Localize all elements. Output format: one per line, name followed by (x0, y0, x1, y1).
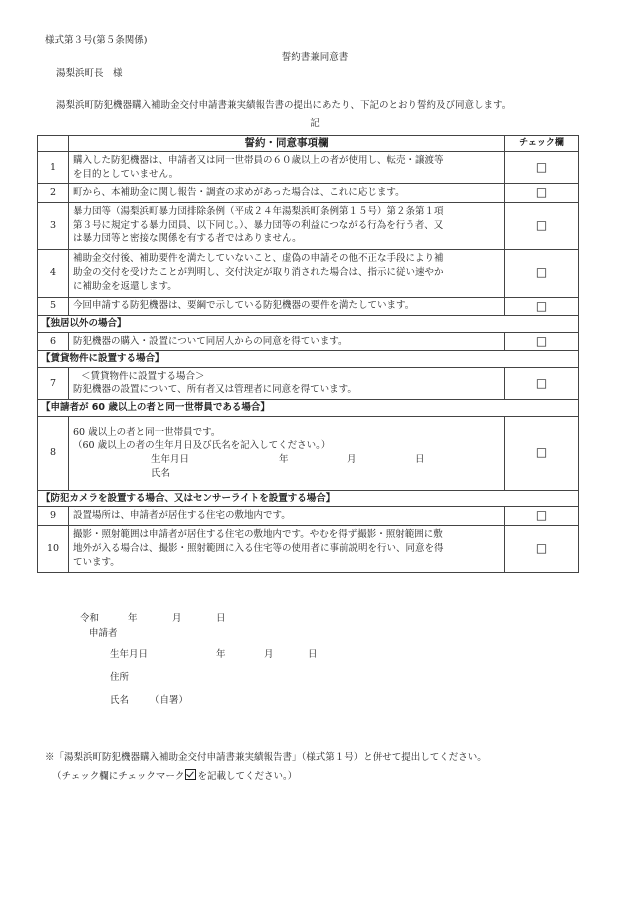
checkbox-5[interactable]: □ (505, 297, 579, 315)
row-number: 7 (38, 367, 69, 399)
checkbox-10[interactable]: □ (505, 525, 579, 572)
checkbox-7[interactable]: □ (505, 367, 579, 399)
section-row (38, 316, 579, 333)
checkbox-1[interactable]: □ (505, 152, 579, 184)
row-number: 5 (38, 297, 69, 315)
check-column-header: チェック欄 (505, 136, 579, 152)
applicant-dob-label: 生年月日 (110, 649, 149, 660)
table-row (38, 202, 579, 249)
pledge-line: は暴力団等と密接な関係を有する者ではありません。 (73, 233, 302, 245)
preamble-text: 湯梨浜町防犯機器購入補助金交付申請書兼実績報告書の提出にあたり、下記のとおり誓約及び同意します。 (56, 100, 512, 111)
section-header-rental: 【賃貸物件に設置する場合】 (38, 351, 579, 368)
row-number: 6 (38, 332, 69, 350)
pledge-line: 防犯機器の設置について、所有者又は管理者に同意を得ています。 (73, 384, 357, 396)
checkbox-4[interactable]: □ (505, 249, 579, 297)
pledge-text (69, 152, 505, 184)
elderly-name-label: 氏名 (151, 467, 171, 479)
section-row (38, 399, 579, 416)
section-header-camera: 【防犯カメラを設置する場合、又はセンサーライトを設置する場合】 (38, 490, 579, 507)
pledge-text (69, 249, 505, 297)
row-number: 8 (38, 416, 69, 490)
pledge-line: 第３号に規定する暴力団員、以下同じ。）、暴力団等の利益につながる行為を行う者、又 (73, 219, 444, 231)
pledge-text (69, 525, 505, 572)
signature-note: （自署） (150, 695, 189, 706)
table-row (38, 525, 579, 572)
row-number: 2 (38, 184, 69, 202)
pledge-line: を目的としていません。 (73, 168, 179, 180)
table-row (38, 249, 579, 297)
table-row (38, 332, 579, 350)
table-row (38, 416, 579, 490)
date-year: 年 (128, 613, 138, 624)
elderly-dob-label: 生年月日 (151, 454, 190, 466)
table-row (38, 507, 579, 525)
checkbox-3[interactable]: □ (505, 202, 579, 249)
row-number: 1 (38, 152, 69, 184)
pledge-text (69, 416, 505, 490)
section-row (38, 351, 579, 368)
header-blank-cell (38, 136, 69, 152)
applicant-dob-year: 年 (216, 649, 226, 660)
pledge-text (69, 367, 505, 399)
pledge-text (69, 202, 505, 249)
elderly-dob-month: 月 (347, 454, 357, 466)
pledge-line: ています。 (73, 556, 120, 568)
applicant-label: 申請者 (89, 628, 118, 639)
table-header-row (38, 136, 579, 152)
pledge-line: 助金の交付を受けたことが判明し、交付決定が取り消された場合は、指示に従い速やか (73, 267, 444, 279)
checkmark-note-after: を記載してください。） (197, 771, 298, 782)
applicant-block (80, 612, 318, 715)
section-header-not-alone: 【独居以外の場合】 (38, 316, 579, 333)
table-row (38, 184, 579, 202)
checkmark-icon (185, 769, 196, 780)
addressee: 湯梨浜町長 様 (56, 68, 123, 79)
pledge-line: 暴力団等（湯梨浜町暴力団排除条例（平成２４年湯梨浜町条例第１５号）第２条第１項 (73, 205, 444, 217)
row-number: 9 (38, 507, 69, 525)
pledge-line: ＜賃貸物件に設置する場合＞ (81, 370, 205, 382)
checkbox-6[interactable]: □ (505, 332, 579, 350)
elderly-dob-year: 年 (279, 454, 289, 466)
form-number: 様式第３号(第５条関係) (45, 35, 148, 46)
applicant-dob-line (80, 648, 318, 669)
pledge-line: 撮影・照射範囲は申請者が居住する住宅の敷地内です。やむを得ず撮影・照射範囲に敷 (73, 529, 443, 541)
pledge-text (69, 297, 505, 315)
date-day: 日 (216, 613, 226, 624)
checkmark-note (52, 769, 297, 784)
pledge-text (69, 184, 505, 202)
applicant-name-label: 氏名 (110, 695, 130, 706)
pledge-table (37, 135, 579, 573)
pledge-line: 補助金交付後、補助要件を満たしていないこと、虚偽の申請その他不正な手段により補 (73, 253, 444, 265)
pledge-line: 町から、本補助金に関し報告・調査の求めがあった場合は、これに応じます。 (73, 187, 405, 199)
ki-heading: 記 (310, 118, 320, 129)
checkbox-8[interactable]: □ (505, 416, 579, 490)
pledge-line: 購入した防犯機器は、申請者又は同一世帯員の６０歳以上の者が使用し、転売・譲渡等 (73, 154, 444, 166)
checkbox-9[interactable]: □ (505, 507, 579, 525)
era-label: 令和 (80, 613, 100, 624)
applicant-address-label: 住所 (110, 672, 130, 683)
row-number: 4 (38, 249, 69, 297)
pledge-line: に補助金を返還します。 (73, 280, 177, 292)
section-row (38, 490, 579, 507)
table-row (38, 152, 579, 184)
applicant-name-line (80, 694, 318, 715)
table-row (38, 367, 579, 399)
section-header-elderly: 【申請者が 60 歳以上の者と同一世帯員である場合】 (38, 399, 579, 416)
pledge-line: 今回申請する防犯機器は、要綱で示している防犯機器の要件を満たしています。 (73, 300, 415, 312)
elderly-dob-line (73, 453, 500, 467)
document-title: 誓約書兼同意書 (281, 52, 349, 63)
date-month: 月 (172, 613, 182, 624)
checkmark-note-before: （チェック欄にチェックマーク (52, 771, 185, 782)
elderly-dob-day: 日 (415, 454, 425, 466)
pledge-line: （60 歳以上の者の生年月日及び氏名を記入してください。） (73, 440, 331, 452)
applicant-dob-month: 月 (264, 649, 274, 660)
pledge-line: 地外が入る場合は、撮影・照射範囲に入る住宅等の使用者に事前説明を行い、同意を得 (73, 542, 444, 554)
checkbox-2[interactable]: □ (505, 184, 579, 202)
applicant-dob-day: 日 (308, 649, 318, 660)
pledge-text: 防犯機器の購入・設置について同居人からの同意を得ています。 (69, 332, 505, 350)
row-number: 10 (38, 525, 69, 572)
table-row (38, 297, 579, 315)
pledge-column-header: 誓約・同意事項欄 (69, 136, 505, 152)
pledge-text: 設置場所は、申請者が居住する住宅の敷地内です。 (69, 507, 505, 525)
pledge-line: 60 歳以上の者と同一世帯員です。 (73, 426, 221, 438)
submission-note: ※「湯梨浜町防犯機器購入補助金交付申請書兼実績報告書」（様式第１号）と併せて提出してください。 (45, 752, 487, 763)
row-number: 3 (38, 202, 69, 249)
